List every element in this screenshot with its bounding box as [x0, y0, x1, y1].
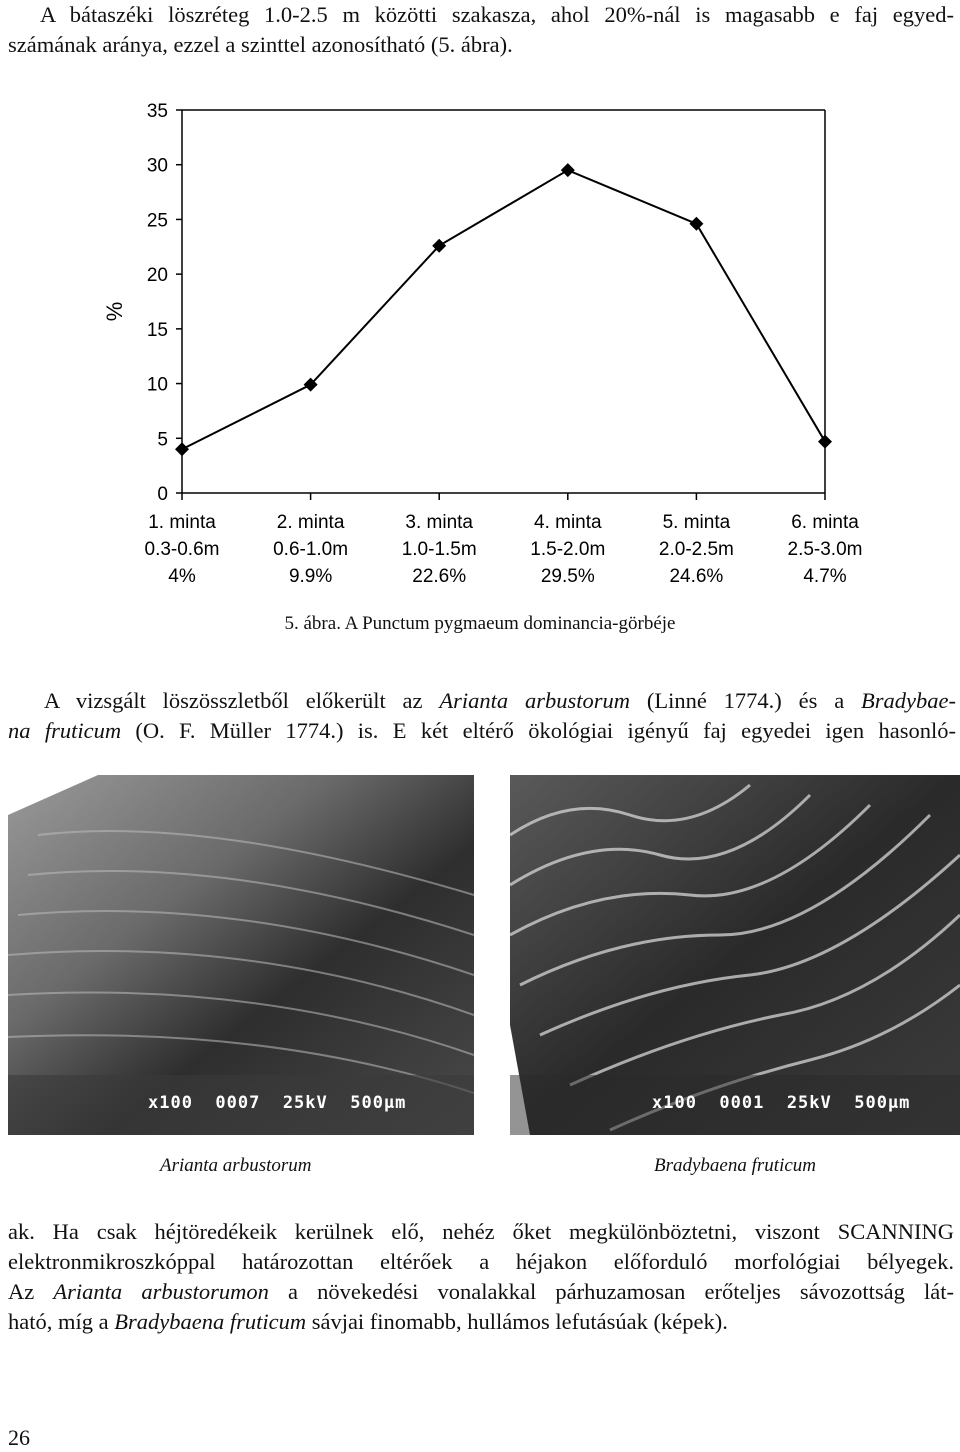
data-point-marker [175, 442, 189, 456]
chart-svg [90, 95, 890, 605]
text-run: ható, míg a [8, 1309, 115, 1334]
species-name: Bradybae- [861, 688, 956, 713]
sem-texture [510, 775, 960, 1135]
series-line [182, 170, 825, 449]
text-line: elektronmikroszkóppal határozottan eltérőek a héjakon előforduló morfológiai bélyegek. [8, 1249, 954, 1274]
image-caption-right: Bradybaena fruticum [654, 1155, 817, 1176]
text-run: Az [8, 1279, 54, 1304]
sem-texture [8, 775, 474, 1135]
y-tick-label: 0 [157, 484, 168, 505]
data-point-marker [818, 435, 832, 449]
y-tick-label: 15 [146, 319, 168, 341]
x-tick-label: 22.6% [412, 566, 467, 587]
y-tick-label: 30 [146, 155, 168, 177]
x-tick-label: 29.5% [540, 566, 595, 587]
bottom-paragraph [8, 1217, 954, 1337]
x-tick-label: 2.5-3.0m [787, 539, 863, 560]
x-tick-label: 4% [168, 566, 196, 587]
species-name: Bradybaena fruticum [114, 1309, 307, 1334]
x-tick-label: 1. minta [148, 512, 216, 533]
x-tick-label: 2. minta [276, 512, 345, 533]
x-tick-label: 9.9% [288, 566, 333, 587]
text-line: számának aránya, ezzel a szinttel azonosítható (5. ábra). [8, 32, 513, 57]
text-run: a növekedési vonalakkal párhuzamosan erőteljes sávozottság lát- [268, 1279, 954, 1304]
species-name: Arianta arbustorumon [53, 1279, 269, 1304]
species-name: na fruticum [8, 718, 122, 743]
y-tick-label: 5 [157, 429, 168, 451]
x-tick-label: 4.7% [803, 566, 847, 587]
text-line: A bátaszéki löszréteg 1.0-2.5 m közötti szakasza, ahol 20%-nál is magasabb e faj egyed- [40, 2, 954, 27]
text-run: (O. F. Müller 1774.) is. E két eltérő ökológiai igényű faj egyedei igen hasonló- [121, 718, 956, 743]
top-paragraph [8, 0, 954, 60]
x-tick-label: 24.6% [669, 566, 724, 587]
dominance-chart [90, 95, 890, 605]
text-run: sávjai finomabb, hullámos lefutásúak (képek). [306, 1309, 728, 1334]
x-tick-label: 3. minta [405, 512, 473, 533]
x-tick-label: 1.0-1.5m [401, 539, 477, 560]
sem-image-bradybaena [510, 775, 960, 1135]
page-number: 26 [8, 1425, 30, 1450]
y-tick-label: 25 [146, 210, 168, 232]
x-tick-label: 1.5-2.0m [530, 539, 606, 560]
x-tick-label: 0.3-0.6m [144, 539, 220, 560]
x-tick-label: 5. minta [662, 512, 731, 533]
x-tick-label: 6. minta [791, 512, 859, 533]
sem-scale-label: x100 0007 25kV 500µm [148, 1093, 407, 1113]
y-tick-label: 10 [146, 374, 168, 396]
text-run: A vizsgált löszösszletből előkerült az [44, 688, 440, 713]
species-name: Arianta arbustorum [439, 688, 630, 713]
sem-image-arianta [8, 775, 474, 1135]
data-point-marker [561, 163, 575, 177]
text-run: (Linné 1774.) és a [630, 688, 862, 713]
middle-paragraph [8, 686, 956, 746]
y-tick-label: 35 [146, 101, 168, 122]
x-tick-label: 0.6-1.0m [273, 539, 349, 560]
y-tick-label: 20 [146, 265, 168, 287]
x-tick-label: 2.0-2.5m [658, 539, 734, 560]
figure-caption: 5. ábra. A Punctum pygmaeum dominancia-görbéje [284, 613, 676, 634]
data-point-marker [689, 217, 703, 231]
sem-scale-label: x100 0001 25kV 500µm [652, 1093, 911, 1113]
x-tick-label: 4. minta [534, 512, 602, 533]
image-caption-left: Arianta arbustorum [160, 1155, 312, 1176]
text-line: ak. Ha csak héjtöredékeik kerülnek elő, nehéz őket megkülönböztetni, viszont SCANNING [8, 1219, 954, 1244]
y-axis-label: % [102, 301, 127, 322]
